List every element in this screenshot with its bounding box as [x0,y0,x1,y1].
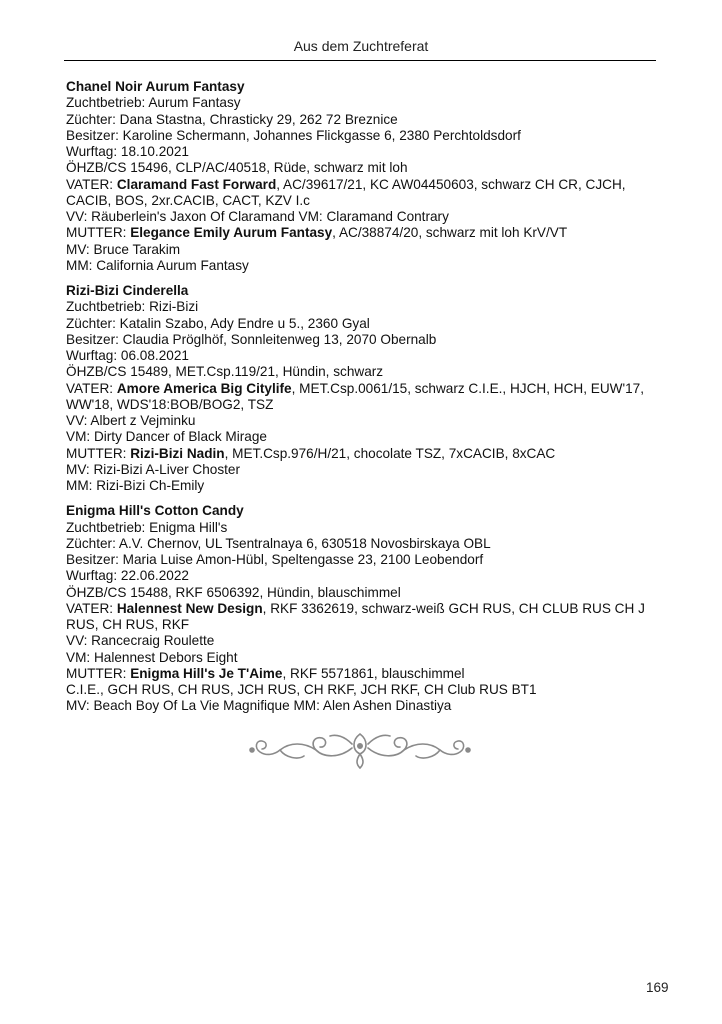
mv-mm-line: MV: Beach Boy Of La Vie Magnifique MM: Alen Ashen Dinastiya [66,698,452,714]
scroll-flourish-icon [240,728,480,772]
mv-line: MV: Rizi-Bizi A-Liver Choster [66,461,240,477]
registration-line: ÖHZB/CS 15488, RKF 6506392, Hündin, blauschimmel [66,584,401,600]
mutter-line [66,225,666,241]
vater-details: , MET.Csp.0061/15, schwarz C.I.E., HJCH, HCH, EUW'17, WW'18, WDS'18:BOB/BOG2, TSZ [66,380,644,412]
mutter-details: , RKF 5571861, blauschimmel [282,665,465,681]
vater-line [66,601,666,634]
zuchtbetrieb-line: Zuchtbetrieb: Aurum Fantasy [66,95,241,111]
vater-name: Halennest New Design [116,600,263,616]
vater-name: Claramand Fast Forward [116,176,277,192]
vater-line [66,381,666,414]
dog-entry [66,79,666,274]
wurftag-line: Wurftag: 18.10.2021 [66,144,189,159]
mutter-line [66,446,666,462]
vv-vm-line: VV: Räuberlein's Jaxon Of Claramand VM: Claramand Contrary [66,209,449,224]
vv-line: VV: Rancecraig Roulette [66,633,215,649]
mv-line: MV: Bruce Tarakim [66,241,181,257]
vater-label: VATER: [66,176,117,192]
vm-line: VM: Dirty Dancer of Black Mirage [66,429,267,445]
mutter-label: MUTTER: [66,665,131,681]
vv-line: VV: Albert z Vejminku [66,413,196,428]
mutter-label: MUTTER: [66,225,131,241]
mutter-details: , MET.Csp.976/H/21, chocolate TSZ, 7xCACIB, 8xCAC [224,445,556,461]
titles-line: C.I.E., GCH RUS, CH RUS, JCH RUS, CH RKF, JCH RKF, CH Club RUS BT1 [66,682,537,697]
entry-title: Chanel Noir Aurum Fantasy [66,79,245,94]
mutter-name: Elegance Emily Aurum Fantasy [130,225,333,241]
registration-line: ÖHZB/CS 15489, MET.Csp.119/21, Hündin, schwarz [66,364,384,380]
vater-details: , AC/39617/21, KC AW04450603, schwarz CH CR, CJCH, CACIB, BOS, 2xr.CACIB, CACT, KZV I.c [66,176,626,208]
zuechter-line: Züchter: Katalin Szabo, Ady Endre u 5., 2360 Gyal [66,315,370,331]
vater-name: Amore America Big Citylife [116,380,292,396]
zuechter-line: Züchter: Dana Stastna, Chrasticky 29, 262 72 Breznice [66,111,398,127]
besitzer-line: Besitzer: Karoline Schermann, Johannes Flickgasse 6, 2380 Perchtoldsdorf [66,127,521,143]
document-body [66,79,666,724]
entry-title: Rizi-Bizi Cinderella [66,283,189,298]
zuchtbetrieb-line: Zuchtbetrieb: Rizi-Bizi [66,299,199,315]
mm-line: MM: California Aurum Fantasy [66,257,249,273]
dog-entry [66,283,666,494]
page-number: 169 [646,980,669,995]
dog-entry [66,503,666,714]
header-divider [64,60,656,61]
zuchtbetrieb-line: Zuchtbetrieb: Enigma Hill's [66,519,228,535]
besitzer-line: Besitzer: Claudia Pröglhöf, Sonnleitenweg 13, 2070 Obernalb [66,331,437,347]
vater-line [66,177,666,210]
registration-line: ÖHZB/CS 15496, CLP/AC/40518, Rüde, schwarz mit loh [66,160,408,176]
zuechter-line: Züchter: A.V. Chernov, UL Tsentralnaya 6, 630518 Novosbirskaya OBL [66,535,491,551]
vater-details: , RKF 3362619, schwarz-weiß GCH RUS, CH CLUB RUS CH J RUS, CH RUS, RKF [66,600,645,632]
mutter-name: Enigma Hill's Je T'Aime [130,665,283,681]
mutter-name: Rizi-Bizi Nadin [130,445,225,461]
vater-label: VATER: [66,380,117,396]
vm-line: VM: Halennest Debors Eight [66,649,238,665]
entry-title: Enigma Hill's Cotton Candy [66,503,244,519]
running-header: Aus dem Zuchtreferat [293,38,429,54]
mutter-details: , AC/38874/20, schwarz mit loh KrV/VT [332,225,568,241]
wurftag-line: Wurftag: 06.08.2021 [66,348,189,363]
vater-label: VATER: [66,600,117,616]
mm-line: MM: Rizi-Bizi Ch-Emily [66,478,205,493]
mutter-line [66,666,666,682]
mutter-label: MUTTER: [66,445,131,461]
wurftag-line: Wurftag: 22.06.2022 [66,568,189,584]
besitzer-line: Besitzer: Maria Luise Amon-Hübl, Speltengasse 23, 2100 Leobendorf [66,552,484,567]
